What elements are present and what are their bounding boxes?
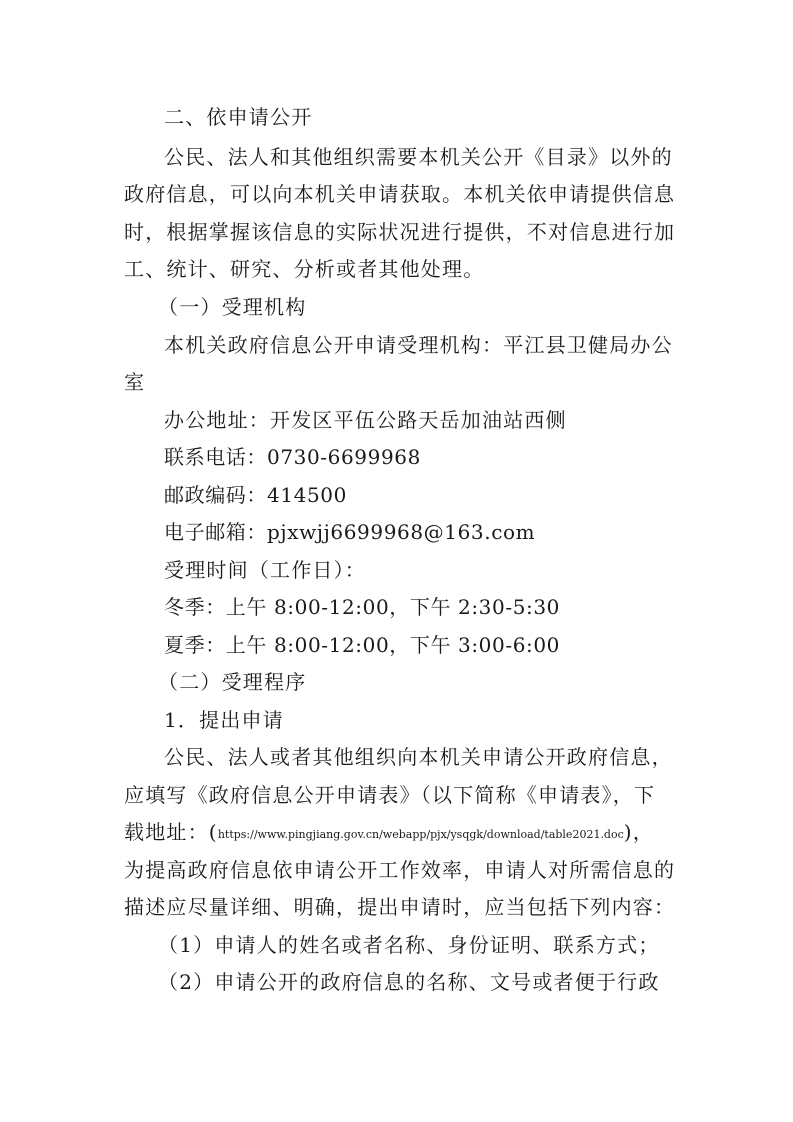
summer-hours: 夏季：上午 8:00-12:00，下午 3:00-6:00 — [164, 633, 561, 657]
agency-line-1: 本机关政府信息公开申请受理机构：平江县卫健局办公 — [164, 333, 673, 357]
procedure-line-2: 应填写《政府信息公开申请表》（以下简称《申请表》，下 — [124, 783, 656, 807]
intro-line-2: 政府信息，可以向本机关申请获取。本机关依申请提供信息 — [124, 182, 676, 206]
procedure-line-1: 公民、法人或者其他组织向本机关申请公开政府信息， — [164, 745, 673, 769]
procedure-line-4: 为提高政府信息依申请公开工作效率，申请人对所需信息的 — [124, 858, 676, 882]
intro-line-1: 公民、法人和其他组织需要本机关公开《目录》以外的 — [164, 145, 673, 169]
step-1-title: 1．提出申请 — [164, 708, 284, 732]
procedure-line-3 — [124, 818, 654, 846]
procedure-line-5: 描述应尽量详细、明确，提出申请时，应当包括下列内容： — [124, 895, 676, 919]
download-url: https://www.pingjiang.gov.cn/webapp/pjx/ysqgk/download/table2021.doc — [217, 828, 624, 841]
agency-line-2: 室 — [124, 370, 146, 394]
download-label: 载地址：( — [124, 820, 218, 844]
contact-phone: 联系电话：0730-6699968 — [164, 445, 421, 469]
subsection-2-title: （二）受理程序 — [158, 670, 307, 694]
section-title: 二、依申请公开 — [164, 105, 313, 129]
download-suffix: )， — [623, 820, 654, 844]
requirement-item-1: （1）申请人的姓名或者名称、身份证明、联系方式； — [158, 933, 660, 957]
office-address: 办公地址：开发区平伍公路天岳加油站西侧 — [164, 408, 567, 432]
subsection-1-title: （一）受理机构 — [158, 295, 307, 319]
email-address: 电子邮箱：pjxwjj6699968@163.com — [164, 520, 536, 544]
intro-line-3: 时，根据掌握该信息的实际状况进行提供，不对信息进行加 — [124, 220, 676, 244]
winter-hours: 冬季：上午 8:00-12:00，下午 2:30-5:30 — [164, 595, 561, 619]
hours-label: 受理时间（工作日）： — [164, 558, 366, 582]
intro-line-4: 工、统计、研究、分析或者其他处理。 — [124, 257, 485, 281]
postal-code: 邮政编码：414500 — [164, 483, 347, 507]
requirement-item-2: （2）申请公开的政府信息的名称、文号或者便于行政 — [158, 970, 660, 994]
